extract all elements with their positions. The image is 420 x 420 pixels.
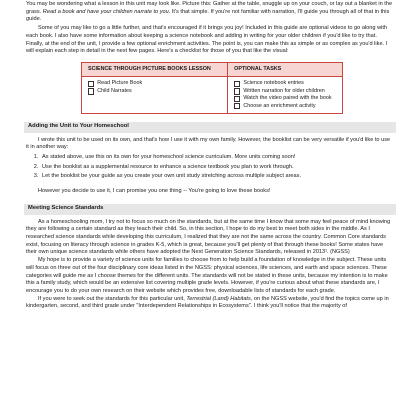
lesson-column-header: SCIENCE THROUGH PICTURE BOOKS LESSON xyxy=(82,62,228,76)
checkbox-icon[interactable] xyxy=(234,88,240,94)
list-item: 2. Use the booklist as a supplemental resource to enhance a science textbook you plan to work through. xyxy=(40,164,394,172)
intro-emphasis: Read a book and have your children narrate to you. xyxy=(42,8,171,15)
checkbox-icon[interactable] xyxy=(234,81,240,87)
checklist-item xyxy=(234,95,336,102)
checklist-item-label: Watch the video paired with the book xyxy=(243,95,332,102)
intro-paragraph-2: Some of you may like to go a little further, and that's encouraged if it brings you joy! Included in this guide are optional videos to go along with each book. I also have some information about keeping a science notebook and adding in writing for your older children if you'd like to try that. Finally, at the end of the unit, I provide a few optional enrichment activities. The point is, you can make this as simple or as complex as you'd like. I will explain each step in detail in the next few pages. Here's a checklist for those of you that like the visual: xyxy=(26,25,388,55)
checkbox-icon[interactable] xyxy=(88,81,94,87)
section-heading-standards: Meeting Science Standards xyxy=(24,204,396,215)
intro-text-end: It's that simple. If you're not familiar with narration, I'll guide you through all of that in this guide. xyxy=(26,8,390,23)
checkbox-icon[interactable] xyxy=(234,103,240,109)
checkbox-icon[interactable] xyxy=(234,96,240,102)
intro-paragraph-1 xyxy=(26,1,394,24)
lesson-items-cell xyxy=(82,77,228,114)
checklist-item xyxy=(234,88,336,95)
list-item: 3. Let the booklist be your guide as you create your own unit study stretching across multiple subject areas. xyxy=(40,173,394,181)
homeschool-paragraph-1: I wrote this unit to be used on its own, and that's how I use it with my own family. However, the booklist can be very versatile if you'd like to use it in another way: xyxy=(26,136,391,151)
intro-section xyxy=(26,0,394,56)
checkbox-icon[interactable] xyxy=(88,88,94,94)
intro-text: You may be wondering what a lesson in this unit may look like. Picture this: Gather at the table, snuggle up on your couch, or lay out a blanket in the grass. xyxy=(26,1,393,15)
lesson-checklist-table xyxy=(81,62,343,114)
standards-text-end: on the NGSS website, you'd find the topics come up in kindergarten, second, and third grade under "Interdependent Relationships in Ecosystems". I think you'll notice that the majority of xyxy=(26,295,389,310)
checklist-item-label: Child Narrates xyxy=(97,87,132,94)
unit-title-emphasis: Terrestrial (Land) Habitats, xyxy=(186,295,253,302)
checklist-item xyxy=(234,80,336,87)
checklist-item-label: Written narration for older children xyxy=(243,87,325,94)
usage-options-list xyxy=(26,154,394,181)
checklist-item-label: Choose an enrichment activity xyxy=(243,102,316,109)
optional-tasks-column-header: OPTIONAL TASKS xyxy=(228,62,343,76)
checklist-item-label: Science notebook entries xyxy=(243,80,304,87)
list-item: 1. As stated above, use this on its own for your homeschool science curriculum. More units coming soon! xyxy=(40,154,394,162)
checklist-item xyxy=(234,103,336,110)
checklist-item xyxy=(88,80,221,87)
standards-paragraph-1: As a homeschooling mom, I try not to focus so much on the standards, but at the same time I know that some may feel peace of mind knowing they are following a certain standard as they teach their child. So, in this section, I hope to do my best to meet both sides in the middle. As I researched science standards while developing this curriculum, I realized that they are not the same across the country. Common Core standards exist, focusing on literacy through science in grades K-5, which is great, because you'll get plenty of that through these books! Some states have their own unique science standards while others have adopted the Next Generation Science Standards, released in 2013¹. (NGSS) xyxy=(26,218,391,256)
checklist-table-wrapper xyxy=(26,62,394,114)
checklist-item-label: Read Picture Book xyxy=(97,80,143,87)
section-heading-homeschool: Adding the Unit to Your Homeschool xyxy=(24,122,396,133)
standards-paragraph-2: My hope is to provide a variety of science units for families to choose from to help build a foundation of knowledge in the subject. These units will focus on three out of the four disciplinary core ideas listed in the NGSS: physical sciences, life sciences, and earth and space sciences. These categories will guide me as I choose themes for the different units. The standards will not be stated in these units, because my intention is to make this a family study, which would be an extensive list covering multiple grade levels. However, if you're curious about what these standards are, I encourage you to do your own research on their website which provides free, downloadable lists of standards for each grade. xyxy=(26,257,388,294)
standards-text: If you were to seek out the standards for this particular unit, xyxy=(38,295,185,302)
standards-paragraph-3 xyxy=(26,296,394,311)
homeschool-paragraph-2: However you decide to use it, I can promise you one thing -- You're going to love these books! xyxy=(38,188,271,195)
checklist-item xyxy=(88,88,221,95)
optional-items-cell xyxy=(228,77,343,114)
